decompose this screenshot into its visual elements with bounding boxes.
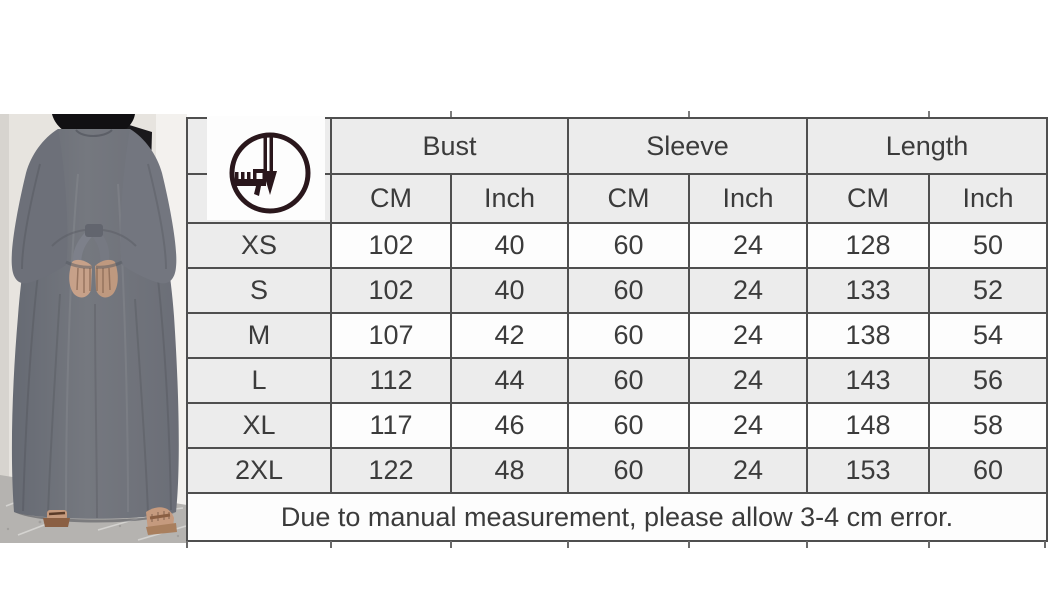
value-cell: 46 bbox=[451, 403, 568, 448]
value-cell: 112 bbox=[331, 358, 451, 403]
value-cell: 58 bbox=[929, 403, 1047, 448]
value-cell: 60 bbox=[568, 268, 689, 313]
unit-header: CM bbox=[331, 174, 451, 223]
crop-line-stub bbox=[688, 541, 690, 548]
table-row-xs bbox=[187, 223, 1047, 268]
value-cell: 24 bbox=[689, 268, 807, 313]
value-cell: 52 bbox=[929, 268, 1047, 313]
value-cell: 153 bbox=[807, 448, 929, 493]
value-cell: 44 bbox=[451, 358, 568, 403]
crop-line-stub bbox=[330, 541, 332, 548]
unit-header: Inch bbox=[451, 174, 568, 223]
value-cell: 148 bbox=[807, 403, 929, 448]
value-cell: 54 bbox=[929, 313, 1047, 358]
group-header-sleeve: Sleeve bbox=[568, 118, 807, 174]
crop-line-stub bbox=[688, 111, 690, 117]
group-header-bust: Bust bbox=[331, 118, 568, 174]
group-header-length: Length bbox=[807, 118, 1047, 174]
table-row-l bbox=[187, 358, 1047, 403]
crop-line-stub bbox=[186, 541, 188, 548]
value-cell: 40 bbox=[451, 223, 568, 268]
size-cell: S bbox=[187, 268, 331, 313]
value-cell: 60 bbox=[568, 358, 689, 403]
unit-header: CM bbox=[807, 174, 929, 223]
measurement-note: Due to manual measurement, please allow 3-4 cm error. bbox=[187, 493, 1047, 541]
value-cell: 24 bbox=[689, 313, 807, 358]
value-cell: 107 bbox=[331, 313, 451, 358]
value-cell: 102 bbox=[331, 223, 451, 268]
size-cell: L bbox=[187, 358, 331, 403]
table-row-m bbox=[187, 313, 1047, 358]
value-cell: 24 bbox=[689, 358, 807, 403]
size-cell: 2XL bbox=[187, 448, 331, 493]
value-cell: 40 bbox=[451, 268, 568, 313]
value-cell: 128 bbox=[807, 223, 929, 268]
crop-line-stub bbox=[928, 541, 930, 548]
crop-line-stub bbox=[928, 111, 930, 117]
crop-line-stub bbox=[450, 111, 452, 117]
table-row-s bbox=[187, 268, 1047, 313]
value-cell: 102 bbox=[331, 268, 451, 313]
abaya-model-illustration bbox=[0, 114, 187, 543]
value-cell: 122 bbox=[331, 448, 451, 493]
table-row-2xl bbox=[187, 448, 1047, 493]
size-cell: XL bbox=[187, 403, 331, 448]
value-cell: 24 bbox=[689, 403, 807, 448]
value-cell: 24 bbox=[689, 223, 807, 268]
value-cell: 60 bbox=[568, 223, 689, 268]
value-cell: 60 bbox=[568, 313, 689, 358]
left-sandal bbox=[43, 510, 70, 527]
unit-header: Inch bbox=[689, 174, 807, 223]
unit-header: Inch bbox=[929, 174, 1047, 223]
value-cell: 48 bbox=[451, 448, 568, 493]
value-cell: 60 bbox=[568, 403, 689, 448]
size-cell: M bbox=[187, 313, 331, 358]
value-cell: 117 bbox=[331, 403, 451, 448]
value-cell: 56 bbox=[929, 358, 1047, 403]
product-photo bbox=[0, 114, 187, 543]
value-cell: 42 bbox=[451, 313, 568, 358]
value-cell: 133 bbox=[807, 268, 929, 313]
arabic-calligraphy-logo-icon bbox=[207, 116, 325, 220]
note-row bbox=[187, 493, 1047, 541]
table-row-xl bbox=[187, 403, 1047, 448]
crop-line-stub bbox=[1044, 541, 1046, 548]
value-cell: 138 bbox=[807, 313, 929, 358]
value-cell: 60 bbox=[929, 448, 1047, 493]
value-cell: 50 bbox=[929, 223, 1047, 268]
value-cell: 24 bbox=[689, 448, 807, 493]
value-cell: 60 bbox=[568, 448, 689, 493]
size-cell: XS bbox=[187, 223, 331, 268]
brand-logo bbox=[207, 116, 325, 220]
crop-line-stub bbox=[806, 541, 808, 548]
value-cell: 143 bbox=[807, 358, 929, 403]
crop-line-stub bbox=[450, 541, 452, 548]
unit-header: CM bbox=[568, 174, 689, 223]
crop-line-stub bbox=[567, 541, 569, 548]
